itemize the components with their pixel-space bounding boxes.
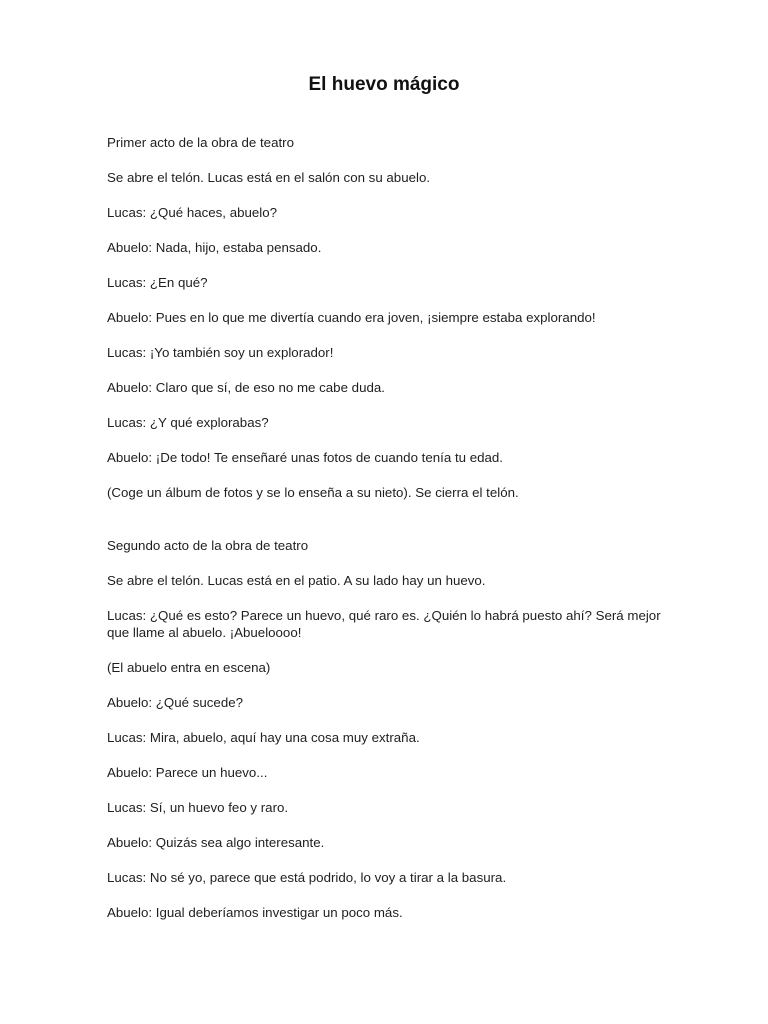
dialogue-line: Abuelo: Pues en lo que me divertía cuando era joven, ¡siempre estaba explorando! (107, 310, 596, 325)
dialogue-line: Lucas: ¿Y qué explorabas? (107, 415, 269, 430)
stage-direction: Se abre el telón. Lucas está en el salón con su abuelo. (107, 170, 431, 185)
document-title: El huevo mágico (308, 74, 460, 95)
dialogue-line: Abuelo: Nada, hijo, estaba pensado. (107, 240, 322, 255)
dialogue-line: Abuelo: Claro que sí, de eso no me cabe duda. (107, 380, 385, 395)
dialogue-line: Abuelo: Quizás sea algo interesante. (107, 835, 325, 850)
dialogue-line: Abuelo: ¡De todo! Te enseñaré unas fotos de cuando tenía tu edad. (107, 450, 503, 465)
dialogue-line: Lucas: ¡Yo también soy un explorador! (107, 345, 334, 360)
dialogue-line: Lucas: Sí, un huevo feo y raro. (107, 800, 289, 815)
dialogue-line: Lucas: ¿Qué es esto? Parece un huevo, qué raro es. ¿Quién lo habrá puesto ahí? Será mejor que llame al abuelo. ¡Abueloooo! (107, 608, 661, 640)
act1-heading: Primer acto de la obra de teatro (107, 135, 294, 150)
dialogue-line: Lucas: ¿Qué haces, abuelo? (107, 205, 278, 220)
dialogue-line: Lucas: ¿En qué? (107, 275, 208, 290)
stage-direction: (Coge un álbum de fotos y se lo enseña a su nieto). Se cierra el telón. (107, 485, 519, 500)
stage-direction: (El abuelo entra en escena) (107, 660, 271, 675)
act2-heading: Segundo acto de la obra de teatro (107, 538, 309, 553)
dialogue-line: Abuelo: Parece un huevo... (107, 765, 268, 780)
dialogue-line: Lucas: No sé yo, parece que está podrido, lo voy a tirar a la basura. (107, 870, 507, 885)
stage-direction: Se abre el telón. Lucas está en el patio. A su lado hay un huevo. (107, 573, 486, 588)
dialogue-line: Abuelo: ¿Qué sucede? (107, 695, 244, 710)
dialogue-line: Lucas: Mira, abuelo, aquí hay una cosa muy extraña. (107, 730, 420, 745)
dialogue-line: Abuelo: Igual deberíamos investigar un poco más. (107, 905, 403, 920)
document-body (107, 134, 667, 939)
